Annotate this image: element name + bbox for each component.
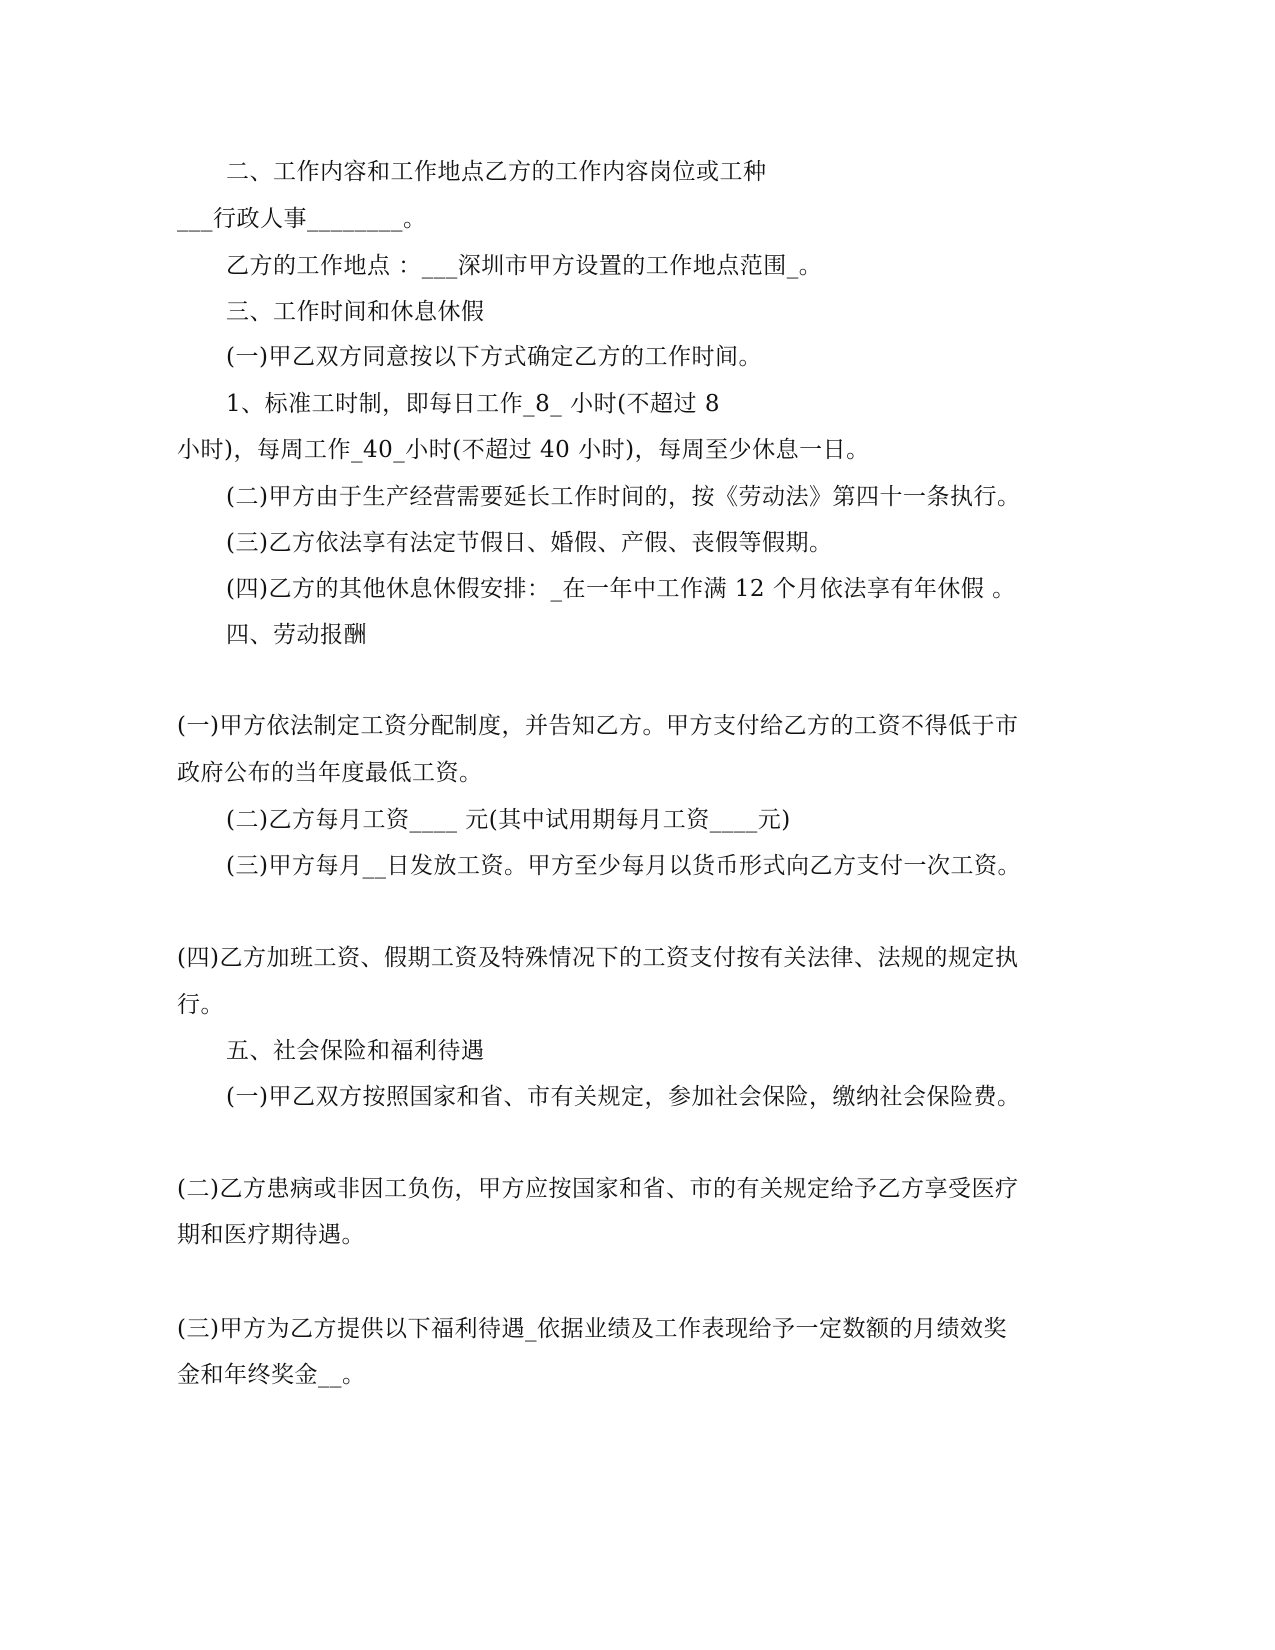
paragraph-line: 小时)，每周工作_40_小时(不超过 40 小时)，每周至少休息一日。 [177, 437, 870, 463]
section-heading-3: 三、工作时间和休息休假 [226, 299, 485, 325]
paragraph-line: (四)乙方的其他休息休假安排：_在一年中工作满 12 个月依法享有年休假 。 [226, 576, 1016, 602]
paragraph-line: (一)甲乙双方按照国家和省、市有关规定，参加社会保险，缴纳社会保险费。 [226, 1084, 1021, 1110]
paragraph-line: 期和医疗期待遇。 [177, 1222, 365, 1248]
paragraph-line: (三)甲方为乙方提供以下福利待遇_依据业绩及工作表现给予一定数额的月绩效奖 [177, 1316, 1007, 1342]
paragraph-line: (一)甲乙双方同意按以下方式确定乙方的工作时间。 [226, 344, 762, 370]
paragraph-line: ___行政人事________。 [177, 206, 427, 232]
paragraph-line: 金和年终奖金__。 [177, 1362, 366, 1388]
section-heading-2: 二、工作内容和工作地点乙方的工作内容岗位或工种 [226, 159, 767, 185]
paragraph-line: (一)甲方依法制定工资分配制度，并告知乙方。甲方支付给乙方的工资不得低于市 [177, 713, 1019, 739]
paragraph-line: (二)甲方由于生产经营需要延长工作时间的，按《劳动法》第四十一条执行。 [226, 484, 1021, 510]
paragraph-line: (四)乙方加班工资、假期工资及特殊情况下的工资支付按有关法律、法规的规定执 [177, 945, 1019, 971]
paragraph-line: (三)甲方每月__日发放工资。甲方至少每月以货币形式向乙方支付一次工资。 [226, 853, 1021, 879]
section-heading-4: 四、劳动报酬 [226, 622, 367, 648]
paragraph-line: 政府公布的当年度最低工资。 [177, 760, 483, 786]
section-heading-5: 五、社会保险和福利待遇 [226, 1038, 485, 1064]
paragraph-line: 乙方的工作地点 ：___深圳市甲方设置的工作地点范围_。 [226, 253, 823, 279]
paragraph-line: (三)乙方依法享有法定节假日、婚假、产假、丧假等假期。 [226, 530, 833, 556]
paragraph-line: (二)乙方每月工资____ 元(其中试用期每月工资____元) [226, 807, 791, 833]
paragraph-line: 行。 [177, 992, 224, 1018]
paragraph-line: (二)乙方患病或非因工负伤，甲方应按国家和省、市的有关规定给予乙方享受医疗 [177, 1176, 1019, 1202]
paragraph-line: 1、标准工时制，即每日工作_8_ 小时(不超过 8 [226, 391, 720, 417]
